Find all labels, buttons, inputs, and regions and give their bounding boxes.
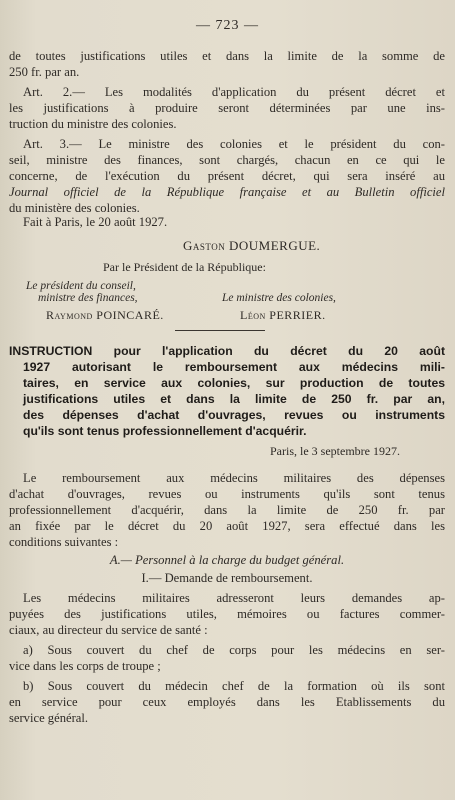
item-a-line: a) Sous couvert du chef de corps pour les médecins en ser- (23, 643, 445, 657)
article-3-line: Art. 3.— Le ministre des colonies et le président du con- (23, 137, 445, 151)
item-a-line: vice dans les corps de troupe ; (9, 659, 161, 673)
article-2-line: Art. 2.— Les modalités d'application du présent décret et (23, 85, 445, 99)
right-title: Le ministre des colonies, (222, 292, 336, 304)
article-3-line: seil, ministre des finances, sont chargés, chacun en ce qui le (9, 153, 445, 167)
article-2-line: les justifications à produire seront déterminées par une ins- (9, 101, 445, 115)
text-line: 250 fr. par an. (9, 65, 80, 79)
article-3-line: Journal officiel de la République française et au Bulletin officiel (9, 185, 445, 199)
body-line: Le remboursement aux médecins militaires des dépenses (23, 471, 445, 485)
left-title: ministre des finances, (38, 292, 138, 304)
body-line: d'achat d'ouvrages, revues ou instruments qu'ils sont tenus (9, 487, 445, 501)
body-line: conditions suivantes : (9, 535, 119, 549)
article-3-line: concerne, de l'exécution du présent décret, qui sera inséré au (9, 169, 445, 183)
section-a-heading: A.— Personnel à la charge du budget général. (109, 553, 345, 567)
item-b-line: b) Sous couvert du médecin chef de la formation où ils sont (23, 679, 445, 693)
signatory-name: Gaston DOUMERGUE. (183, 238, 321, 253)
body-line: puyées des justifications utiles, mémoires ou factures commer- (9, 607, 445, 621)
body-line: an fixée par le décret du 20 août 1927, sera effectué dans les (9, 519, 445, 533)
instruction-heading-line: 1927 autorisant le remboursement aux médecins mili- (23, 360, 445, 374)
page-number: — 723 — (196, 18, 259, 33)
instruction-heading-line: justifications utiles et dans la limite de 250 fr. par an, (23, 392, 445, 406)
body-line: professionnellement d'acquérir, dans la limite de 250 fr. par (9, 503, 445, 517)
article-3-line: du ministère des colonies. (9, 201, 140, 215)
instruction-heading-line: taires, en service aux colonies, sur production de toutes (23, 376, 445, 390)
article-2-line: truction du ministre des colonies. (9, 117, 177, 131)
item-b-line: en service pour ceux employés dans les Etablissements du (9, 695, 445, 709)
instruction-heading-line: INSTRUCTION pour l'application du décret du 20 août (9, 344, 445, 358)
text-line: de toutes justifications utiles et dans la limite de la somme de (9, 49, 445, 63)
instruction-heading-line: qu'ils sont tenus professionnellement d'acquérir. (23, 424, 307, 438)
item-b-line: service général. (9, 711, 89, 725)
instruction-heading-line: des dépenses d'achat d'ouvrages, revues ou instruments (23, 408, 445, 422)
left-title: Le président du conseil, (26, 280, 136, 292)
signature-caption: Par le Président de la République: (103, 260, 266, 274)
section-1-heading: I.— Demande de remboursement. (141, 571, 313, 585)
date-signed: Fait à Paris, le 20 août 1927. (23, 215, 168, 229)
instruction-date: Paris, le 3 septembre 1927. (270, 444, 400, 458)
right-name: Léon PERRIER. (240, 308, 326, 322)
section-divider (175, 330, 265, 331)
body-line: ciaux, au directeur du service de santé : (9, 623, 208, 637)
body-line: Les médecins militaires adresseront leurs demandes ap- (23, 591, 445, 605)
left-name: Raymond POINCARÉ. (46, 308, 164, 322)
